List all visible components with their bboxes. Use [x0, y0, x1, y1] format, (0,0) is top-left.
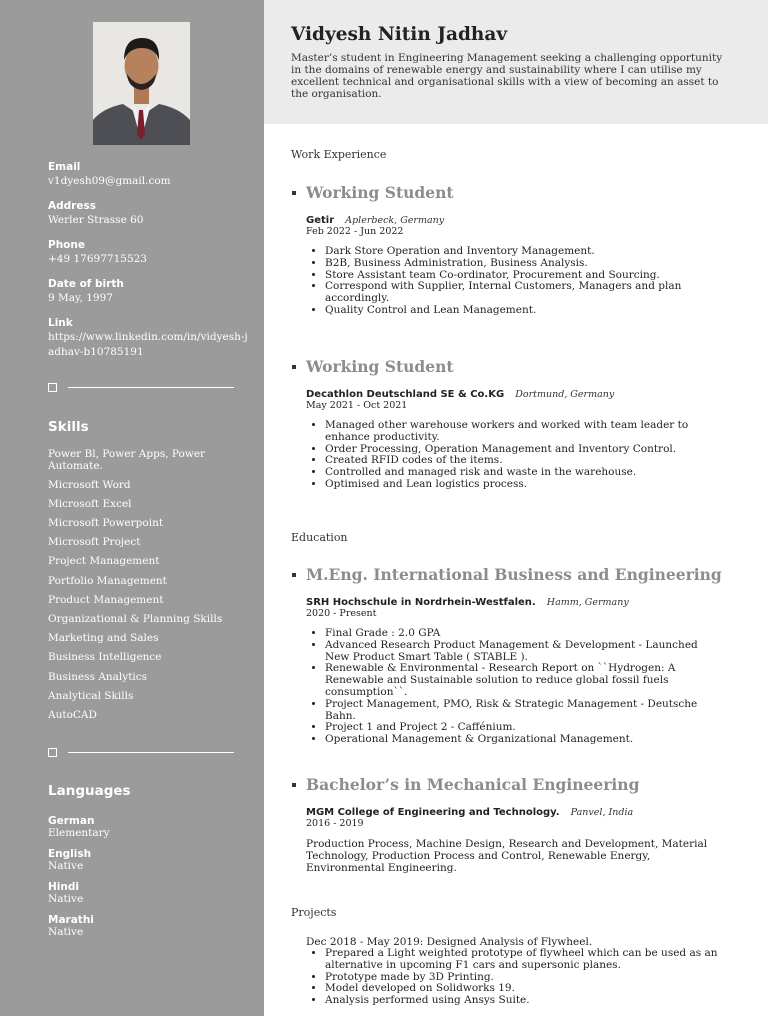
skill-item: Project Management — [48, 555, 160, 568]
duty-item: • Order Processing, Operation Management and Inventory Control. — [325, 444, 725, 456]
job-duties — [325, 246, 725, 317]
sidebar-divider — [48, 748, 234, 758]
skill-item: Business Analytics — [48, 670, 148, 683]
projects-heading: Projects — [291, 906, 337, 919]
school-line — [306, 590, 629, 609]
job-location: Aplerbeck, Germany — [345, 215, 445, 226]
degree-title: M.Eng. International Business and Engineering — [306, 565, 722, 584]
duty-item: • Managed other warehouse workers and worked with team leader to enhance productivity. — [325, 420, 725, 444]
bullet-square-icon — [292, 365, 296, 369]
job-dates: May 2021 - Oct 2021 — [306, 400, 408, 411]
skill-item: Power Bl, Power Apps, Power Automate. — [48, 448, 206, 472]
project-item: • Prototype made by 3D Printing. — [325, 972, 725, 984]
skill-item: Analytical Skills — [48, 689, 134, 702]
candidate-name: Vidyesh Nitin Jadhav — [291, 24, 508, 45]
language-level: Elementary — [48, 827, 110, 839]
work-experience-heading: Work Experience — [291, 148, 387, 161]
bullet-square-icon — [292, 783, 296, 787]
employer-name: Getir — [306, 215, 335, 226]
highlight-item: • Operational Management & Organizational Management. — [325, 734, 725, 746]
project-item: • Prepared a Light weighted prototype of flywheel which can be used as an alternative in upcoming F1 cars and supersonic planes. — [325, 948, 725, 972]
divider-line — [68, 387, 234, 388]
employer-line — [306, 208, 444, 227]
skills-list — [48, 449, 243, 729]
school-location: Panvel, India — [570, 807, 634, 818]
resume-header — [264, 0, 768, 124]
bullet-square-icon — [292, 573, 296, 577]
school-name: SRH Hochschule in Nordrhein-Westfalen. — [306, 597, 536, 608]
duty-item: • Created RFID codes of the items. — [325, 455, 725, 467]
language-item — [48, 815, 238, 839]
project-title: Dec 2018 - May 2019: Designed Analysis of Flywheel. — [306, 936, 593, 948]
employer-line — [306, 382, 614, 401]
duty-item: • Optimised and Lean logistics process. — [325, 479, 725, 491]
square-icon — [48, 748, 57, 757]
duty-item: • Dark Store Operation and Inventory Management. — [325, 246, 725, 258]
language-name: German — [48, 815, 95, 827]
duty-item: • B2B, Business Administration, Business Analysis. — [325, 258, 725, 270]
school-line — [306, 800, 633, 819]
skills-heading: Skills — [48, 419, 89, 435]
skill-item: Organizational & Planning Skills — [48, 613, 223, 625]
contact-info — [48, 160, 248, 370]
skill-item: Marketing and Sales — [48, 632, 159, 645]
highlight-item: • Advanced Research Product Management & Development - Launched New Product Smart Table ( STABLE ). — [325, 640, 725, 664]
highlight-item: • Renewable & Environmental - Research Report on ``Hydrogen: A Renewable and Sustainable solution to reduce global fossil fuels consumption``. — [325, 663, 725, 698]
duty-item: • Controlled and managed risk and waste in the warehouse. — [325, 467, 725, 479]
education-dates: 2020 - Present — [306, 608, 377, 619]
contact-email — [48, 160, 248, 189]
school-name: MGM College of Engineering and Technology. — [306, 807, 560, 818]
language-item — [48, 848, 238, 872]
address-label: Address — [48, 200, 96, 212]
contact-link — [48, 316, 248, 360]
sidebar — [0, 0, 264, 1016]
skill-item: Product Management — [48, 593, 164, 606]
contact-dob — [48, 277, 248, 306]
job-dates: Feb 2022 - Jun 2022 — [306, 226, 404, 237]
contact-address — [48, 199, 248, 228]
dob-label: Date of birth — [48, 278, 124, 290]
job-location: Dortmund, Germany — [515, 389, 615, 400]
profile-summary: Master’s student in Engineering Management seeking a challenging opportunity in the domains of renewable energy and sustainability where I can utilise my excellent technical and organisational skills with a view of becoming an asset to the organisation. — [291, 52, 723, 100]
language-item — [48, 881, 238, 905]
degree-title: Bachelor’s in Mechanical Engineering — [306, 775, 640, 794]
skill-item: Microsoft Word — [48, 478, 131, 491]
skill-item: Microsoft Excel — [48, 497, 132, 510]
language-name: Marathi — [48, 914, 94, 926]
square-icon — [48, 383, 57, 392]
sidebar-divider — [48, 383, 234, 393]
language-name: English — [48, 848, 92, 860]
language-name: Hindi — [48, 881, 79, 893]
languages-list — [48, 815, 238, 947]
linkedin-link[interactable]: https://www.linkedin.com/in/vidyesh-jadhav-b10785191 — [48, 331, 248, 358]
skill-item: AutoCAD — [48, 708, 97, 721]
skill-item: Microsoft Project — [48, 536, 141, 549]
skill-item: Microsoft Powerpoint — [48, 517, 164, 530]
skill-item: Business Intelligence — [48, 651, 162, 664]
link-label: Link — [48, 317, 73, 329]
language-level: Native — [48, 893, 84, 905]
profile-photo — [93, 22, 190, 145]
duty-item: • Quality Control and Lean Management. — [325, 305, 725, 317]
project-details — [325, 948, 725, 1007]
phone-value[interactable]: +49 17697715523 — [48, 253, 147, 265]
duty-item: • Correspond with Supplier, Internal Customers, Managers and plan accordingly. — [325, 281, 725, 305]
email-label: Email — [48, 161, 81, 173]
education-description: Production Process, Machine Design, Research and Development, Material Technology, Production Process and Control, Renewable Energy, Environmental Engineering. — [306, 838, 708, 874]
dob-value: 9 May, 1997 — [48, 292, 113, 304]
highlight-item: • Project 1 and Project 2 - Caffénium. — [325, 722, 725, 734]
job-duties — [325, 420, 725, 491]
phone-label: Phone — [48, 239, 85, 251]
highlight-item: • Project Management, PMO, Risk & Strategic Management - Deutsche Bahn. — [325, 699, 725, 723]
job-title: Working Student — [306, 183, 454, 202]
divider-line — [68, 752, 234, 753]
job-title: Working Student — [306, 357, 454, 376]
employer-name: Decathlon Deutschland SE & Co.KG — [306, 389, 505, 400]
highlight-item: • Final Grade : 2.0 GPA — [325, 628, 725, 640]
duty-item: • Store Assistant team Co-ordinator, Procurement and Sourcing. — [325, 270, 725, 282]
language-level: Native — [48, 926, 84, 938]
email-value[interactable]: v1dyesh09@gmail.com — [48, 175, 171, 187]
contact-phone — [48, 238, 248, 267]
education-heading: Education — [291, 531, 348, 544]
school-location: Hamm, Germany — [546, 597, 629, 608]
education-dates: 2016 - 2019 — [306, 818, 364, 829]
project-item: • Analysis performed using Ansys Suite. — [325, 995, 725, 1007]
languages-heading: Languages — [48, 783, 131, 799]
skill-item: Portfolio Management — [48, 574, 167, 587]
portrait-image — [93, 22, 190, 145]
project-item: • Model developed on Solidworks 19. — [325, 983, 725, 995]
language-level: Native — [48, 860, 84, 872]
bullet-square-icon — [292, 191, 296, 195]
education-highlights — [325, 628, 725, 746]
language-item — [48, 914, 238, 938]
address-value: Werler Strasse 60 — [48, 214, 144, 226]
